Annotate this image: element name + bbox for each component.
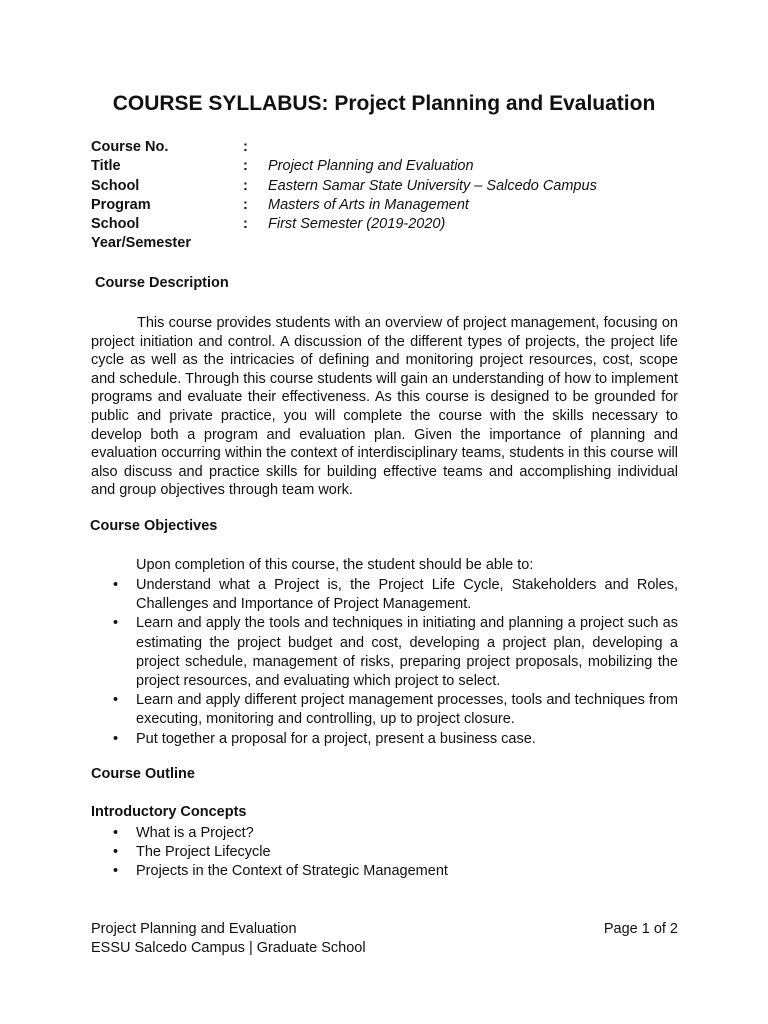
objectives-intro: Upon completion of this course, the student should be able to:: [136, 557, 534, 573]
info-label: Course No.: [91, 139, 169, 155]
info-colon: :: [243, 216, 248, 233]
info-label: School: [91, 216, 140, 233]
list-item: • Learn and apply the tools and techniques in initiating and planning a project such as estimating the project budget and cost, developing a project plan, developing a project schedule, management of risks, preparing project proposals, mobilizing the project resources, and evaluating which project to select.: [91, 614, 678, 691]
info-row-semester: [91, 234, 597, 253]
info-value: Eastern Samar State University – Salcedo Campus: [268, 177, 597, 194]
info-colon: :: [243, 139, 248, 155]
course-description-heading: Course Description: [95, 275, 229, 291]
list-item: • Projects in the Context of Strategic Management: [91, 862, 678, 881]
info-row-course-no: [91, 138, 597, 157]
info-label: School: [91, 177, 140, 194]
course-info-table: [91, 138, 597, 254]
info-colon: [243, 234, 268, 253]
info-value: Masters of Arts in Management: [268, 196, 469, 213]
list-item: • Put together a proposal for a project, present a business case.: [91, 730, 678, 749]
info-label: Program: [91, 196, 151, 213]
info-colon: :: [243, 177, 248, 194]
info-row-school-year: [91, 215, 597, 234]
outline-list: [91, 824, 678, 882]
course-description-text: This course provides students with an overview of project management, focusing on project initiation and control. A discussion of the different types of projects, the project life cycle as well as the intricacies of defining and monitoring project resources, cost, scope and schedule. Through this course students will gain an understanding of how to implement programs and evaluate their effectiveness. As this course is designed to be grounded for public and private practice, you will complete the course with the skills necessary to develop both a program and evaluation plan. Given the importance of planning and evaluation occurring within the context of interdisciplinary teams, students in this course will also discuss and practice skills for building effective teams and accomplishing individual and group objectives through team work.: [91, 315, 678, 499]
page-number: Page 1 of 2: [603, 921, 678, 937]
introductory-concepts-heading: Introductory Concepts: [91, 804, 247, 820]
objectives-list: [91, 576, 678, 749]
info-row-program: [91, 196, 597, 215]
list-item: • Learn and apply different project management processes, tools and techniques from executing, monitoring and controlling, up to project closure.: [91, 691, 678, 729]
info-row-title: [91, 157, 597, 176]
list-item: • The Project Lifecycle: [91, 843, 678, 862]
page-footer: [91, 920, 678, 958]
info-row-school: [91, 177, 597, 196]
info-colon: :: [243, 158, 248, 175]
course-outline-heading: Course Outline: [91, 766, 195, 782]
list-item: • Understand what a Project is, the Project Life Cycle, Stakeholders and Roles, Challenges and Importance of Project Management.: [91, 576, 678, 614]
footer-school: ESSU Salcedo Campus | Graduate School: [91, 940, 366, 956]
course-objectives-heading: Course Objectives: [90, 518, 218, 534]
info-colon: :: [243, 196, 248, 213]
footer-course-title: Project Planning and Evaluation: [91, 921, 297, 937]
list-item: • What is a Project?: [91, 824, 678, 843]
info-label: Year/Semester: [91, 235, 191, 252]
info-value: Project Planning and Evaluation: [268, 158, 474, 175]
info-value: First Semester (2019-2020): [268, 216, 446, 233]
document-title: COURSE SYLLABUS: Project Planning and Evaluation: [112, 92, 656, 115]
info-label: Title: [91, 158, 121, 175]
